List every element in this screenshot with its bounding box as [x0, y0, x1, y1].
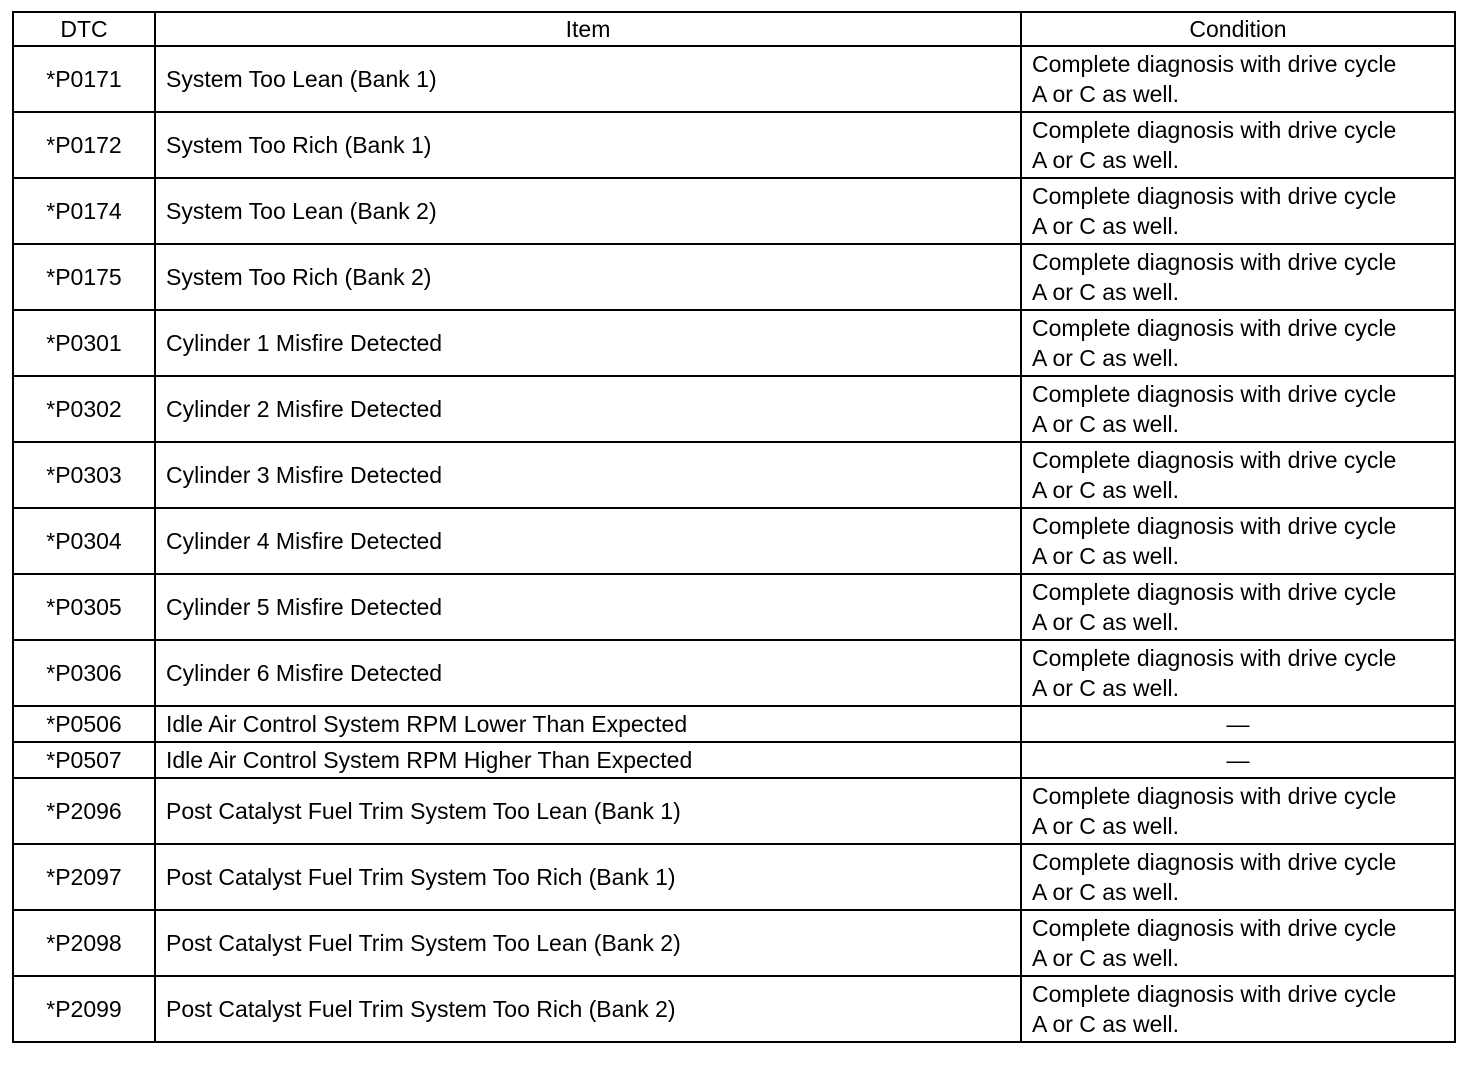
dtc-condition-dash: — — [1021, 706, 1455, 742]
table-row — [13, 778, 1455, 844]
dtc-item: System Too Rich (Bank 2) — [155, 244, 1021, 310]
dtc-condition — [1021, 46, 1455, 112]
dtc-code: *P0174 — [13, 178, 155, 244]
dtc-item: Cylinder 1 Misfire Detected — [155, 310, 1021, 376]
table-row — [13, 178, 1455, 244]
condition-line-2: A or C as well. — [1032, 675, 1179, 701]
condition-line-2: A or C as well. — [1032, 813, 1179, 839]
condition-line-2: A or C as well. — [1032, 81, 1179, 107]
condition-line-1: Complete diagnosis with drive cycle — [1032, 915, 1397, 941]
condition-line-2: A or C as well. — [1032, 879, 1179, 905]
dtc-item: Post Catalyst Fuel Trim System Too Lean (Bank 2) — [155, 910, 1021, 976]
dtc-condition — [1021, 376, 1455, 442]
condition-line-2: A or C as well. — [1032, 1011, 1179, 1037]
dtc-code: *P0304 — [13, 508, 155, 574]
dtc-condition — [1021, 910, 1455, 976]
dtc-item: System Too Rich (Bank 1) — [155, 112, 1021, 178]
dtc-condition — [1021, 844, 1455, 910]
table-row — [13, 976, 1455, 1042]
condition-line-1: Complete diagnosis with drive cycle — [1032, 249, 1397, 275]
dtc-code: *P0301 — [13, 310, 155, 376]
header-condition: Condition — [1021, 12, 1455, 46]
dtc-condition — [1021, 640, 1455, 706]
condition-line-1: Complete diagnosis with drive cycle — [1032, 183, 1397, 209]
condition-line-1: Complete diagnosis with drive cycle — [1032, 513, 1397, 539]
condition-line-2: A or C as well. — [1032, 279, 1179, 305]
condition-line-1: Complete diagnosis with drive cycle — [1032, 315, 1397, 341]
dtc-item: System Too Lean (Bank 2) — [155, 178, 1021, 244]
dtc-item: Cylinder 5 Misfire Detected — [155, 574, 1021, 640]
condition-line-2: A or C as well. — [1032, 411, 1179, 437]
dtc-condition — [1021, 442, 1455, 508]
table-row — [13, 742, 1455, 778]
table-row — [13, 112, 1455, 178]
condition-line-2: A or C as well. — [1032, 543, 1179, 569]
dtc-condition — [1021, 976, 1455, 1042]
condition-line-1: Complete diagnosis with drive cycle — [1032, 447, 1397, 473]
table-row — [13, 376, 1455, 442]
dtc-item: Post Catalyst Fuel Trim System Too Rich (Bank 2) — [155, 976, 1021, 1042]
table-row — [13, 508, 1455, 574]
condition-line-2: A or C as well. — [1032, 945, 1179, 971]
dtc-condition — [1021, 112, 1455, 178]
dtc-item: Cylinder 3 Misfire Detected — [155, 442, 1021, 508]
condition-line-1: Complete diagnosis with drive cycle — [1032, 981, 1397, 1007]
dtc-code: *P0507 — [13, 742, 155, 778]
dtc-item: Post Catalyst Fuel Trim System Too Lean (Bank 1) — [155, 778, 1021, 844]
table-row — [13, 46, 1455, 112]
condition-line-2: A or C as well. — [1032, 609, 1179, 635]
condition-line-2: A or C as well. — [1032, 477, 1179, 503]
dtc-condition — [1021, 778, 1455, 844]
dtc-code: *P0175 — [13, 244, 155, 310]
dtc-item: Post Catalyst Fuel Trim System Too Rich (Bank 1) — [155, 844, 1021, 910]
dtc-code: *P0306 — [13, 640, 155, 706]
dtc-item: Cylinder 6 Misfire Detected — [155, 640, 1021, 706]
dtc-table — [12, 11, 1456, 1043]
table-row — [13, 244, 1455, 310]
header-item: Item — [155, 12, 1021, 46]
table-row — [13, 442, 1455, 508]
dtc-code: *P0172 — [13, 112, 155, 178]
dtc-code: *P0302 — [13, 376, 155, 442]
header-dtc: DTC — [13, 12, 155, 46]
condition-line-1: Complete diagnosis with drive cycle — [1032, 51, 1397, 77]
condition-line-2: A or C as well. — [1032, 345, 1179, 371]
header-row — [13, 12, 1455, 46]
condition-line-1: Complete diagnosis with drive cycle — [1032, 381, 1397, 407]
dtc-condition-dash: — — [1021, 742, 1455, 778]
table-row — [13, 844, 1455, 910]
condition-line-1: Complete diagnosis with drive cycle — [1032, 849, 1397, 875]
dtc-item: Idle Air Control System RPM Lower Than Expected — [155, 706, 1021, 742]
condition-line-1: Complete diagnosis with drive cycle — [1032, 579, 1397, 605]
dtc-code: *P2096 — [13, 778, 155, 844]
table-row — [13, 706, 1455, 742]
dtc-code: *P2097 — [13, 844, 155, 910]
dtc-code: *P0506 — [13, 706, 155, 742]
dtc-condition — [1021, 508, 1455, 574]
table-row — [13, 640, 1455, 706]
dtc-condition — [1021, 244, 1455, 310]
dtc-item: Cylinder 4 Misfire Detected — [155, 508, 1021, 574]
dtc-condition — [1021, 310, 1455, 376]
dtc-code: *P2098 — [13, 910, 155, 976]
condition-line-2: A or C as well. — [1032, 213, 1179, 239]
condition-line-1: Complete diagnosis with drive cycle — [1032, 783, 1397, 809]
dtc-item: Cylinder 2 Misfire Detected — [155, 376, 1021, 442]
dtc-item: System Too Lean (Bank 1) — [155, 46, 1021, 112]
dtc-condition — [1021, 178, 1455, 244]
table-row — [13, 574, 1455, 640]
condition-line-2: A or C as well. — [1032, 147, 1179, 173]
table-row — [13, 310, 1455, 376]
dtc-code: *P2099 — [13, 976, 155, 1042]
dtc-code: *P0171 — [13, 46, 155, 112]
dtc-item: Idle Air Control System RPM Higher Than Expected — [155, 742, 1021, 778]
dtc-code: *P0305 — [13, 574, 155, 640]
condition-line-1: Complete diagnosis with drive cycle — [1032, 645, 1397, 671]
dtc-code: *P0303 — [13, 442, 155, 508]
condition-line-1: Complete diagnosis with drive cycle — [1032, 117, 1397, 143]
table-row — [13, 910, 1455, 976]
dtc-condition — [1021, 574, 1455, 640]
